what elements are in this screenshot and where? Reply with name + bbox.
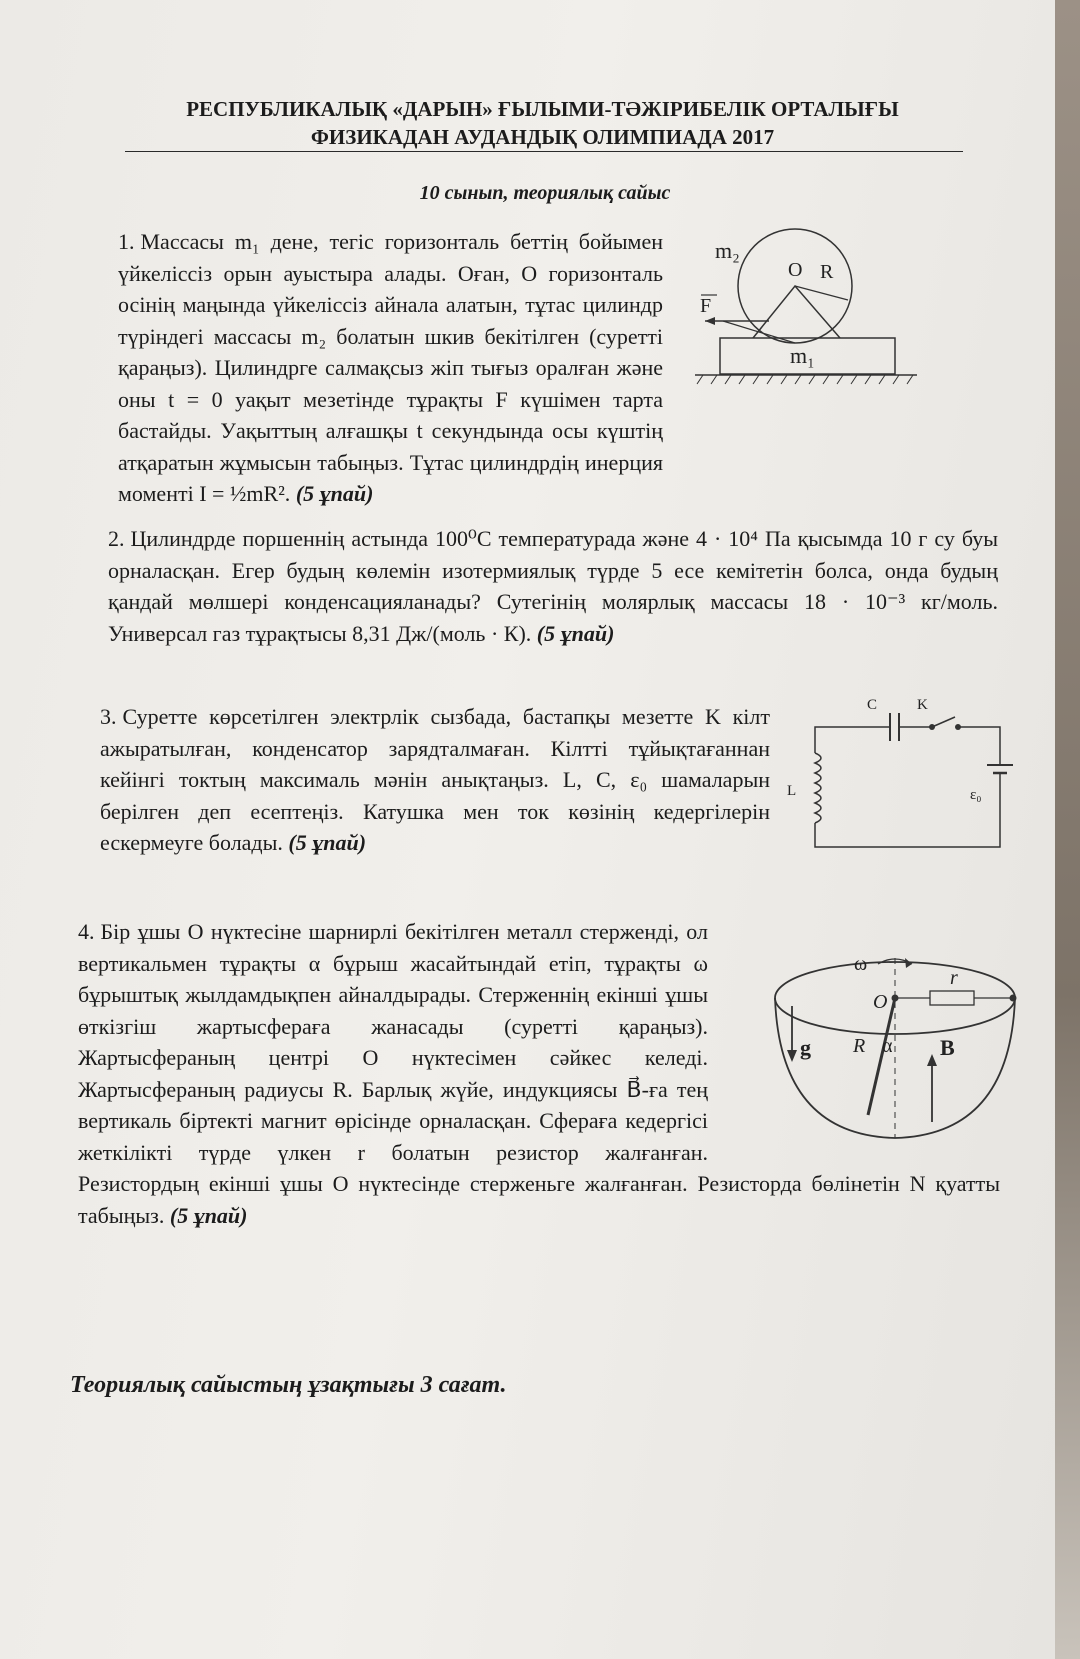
label-r: r [950, 967, 958, 989]
problem-3 [100, 701, 770, 859]
header-line-2: ФИЗИКАДАН АУДАНДЫҚ ОЛИМПИАДА 2017 [310, 125, 775, 149]
problem-1 [118, 226, 663, 510]
pulley-support [753, 286, 840, 338]
problem-1-number: 1. [118, 229, 135, 254]
label-omega: ω [854, 953, 868, 975]
label-eps: ε₀ [970, 787, 982, 803]
label-alpha: α [882, 1035, 893, 1057]
figure-3-hemisphere [770, 940, 1020, 1145]
label-K: K [917, 697, 928, 713]
label-C: C [867, 697, 878, 713]
figure-1 [695, 228, 920, 408]
resistor-r [930, 991, 974, 1005]
page-header [120, 95, 965, 151]
label-O: O [873, 991, 888, 1013]
label-L: L [787, 783, 797, 799]
label-m1: m₁ [790, 343, 815, 368]
label-g: g [800, 1035, 811, 1060]
problem-2-points: (5 ұпай) [536, 620, 615, 646]
problem-4-points: (5 ұпай) [169, 1202, 248, 1228]
label-R: R [820, 261, 834, 283]
problem-2 [108, 523, 998, 649]
string-line [723, 321, 795, 343]
background-surface [1055, 0, 1080, 1659]
footer-duration: Теориялық сайыстың ұзақтығы 3 сағат. [70, 1372, 507, 1398]
header-divider [125, 151, 963, 152]
inductor-coil [815, 753, 821, 823]
problem-1-text: Массасы m₁ дене, тегіс горизонталь беттің бойымен үйкеліссіз орын ауыстыра алады. Оған, O горизонталь осінің маңында үйкеліссіз айнала алатын, тұтас цилиндр түріндегі массасы m₂ болатын шкив бекітілген (суретті қараңыз). Цилиндрге салмақсыз жіп тығыз оралған және оны t = 0 уақыт мезетінде тұрақты F күшімен тарта бастайды. Уақыттың алғашқы t секундында осы күштің атқаратын жұмысын табыңыз. Тұтас цилиндрдің инерция моменті I = ½mR². [118, 229, 663, 506]
problem-1-points: (5 ұпай) [295, 481, 374, 506]
radius-line [795, 286, 848, 300]
problem-3-points: (5 ұпай) [288, 830, 367, 855]
label-F: F [700, 295, 712, 317]
problem-4-text: Бір ұшы O нүктесіне шарнирлі бекітілген металл стерженді, ол вертикальмен тұрақты α бұрыш жасайтындай етіп, тұрақты ω бұрыштық жылдамдықпен айналдырады. Стерженнің екінші ұшы өткізгіш жартысфераға жанасады (суретті қараңыз). Жартысфераның центрі O нүктесімен сәйкес келеді. Жартысфераның радиусы R. Барлық жүйе, индукциясы B⃗-ға тең вертикаль біртекті магнит өрісінде орналасқан. Сфераға кедергісі жеткілікті түрде үлкен r болатын резистор жалғанған. Резистордың екінші ұшы O нүктесінде стерженьге жалғанған. Резисторда бөлінетін N қуатты табыңыз. [78, 919, 1000, 1228]
header-line-1: РЕСПУБЛИКАЛЫҚ «ДАРЫН» ҒЫЛЫМИ-ТӘЖІРИБЕЛІК ОРТАЛЫҒЫ [186, 97, 899, 121]
problem-2-text: Цилиндрде поршеннің астында 100⁰С температурада және 4 · 10⁴ Па қысымда 10 г су буы орналасқан. Егер будың көлемін изотермиялық түрде 5 есе кемітетін болса, онда будың қандай мөлшері конденсацияланады? Сутегінің молярлық массасы 18 · 10⁻³ кг/моль. Универсал газ тұрақтысы 8,31 Дж/(моль · К). [108, 526, 998, 646]
label-B: B [940, 1035, 955, 1060]
label-O: O [788, 259, 803, 281]
figure-2-circuit [787, 695, 1015, 855]
switch-K [932, 717, 955, 727]
problem-3-number: 3. [100, 704, 117, 729]
problem-2-number: 2. [108, 526, 125, 551]
problem-4-number: 4. [78, 919, 95, 944]
problem-3-text: Суретте көрсетілген электрлік сызбада, бастапқы мезетте K кілт ажыратылған, конденсатор зарядталмаған. Кілтті тұйықтағаннан кейінгі токтың максималь мәнін анықтаңыз. L, C, ε₀ шамаларын берілген деп есептеңіз. Катушка мен ток көзінің кедергілерін ескермеуге болады. [100, 704, 770, 855]
label-R: R [853, 1035, 866, 1057]
label-m2: m₂ [715, 238, 740, 263]
page-subtitle: 10 сынып, теориялық сайыс [419, 182, 671, 204]
